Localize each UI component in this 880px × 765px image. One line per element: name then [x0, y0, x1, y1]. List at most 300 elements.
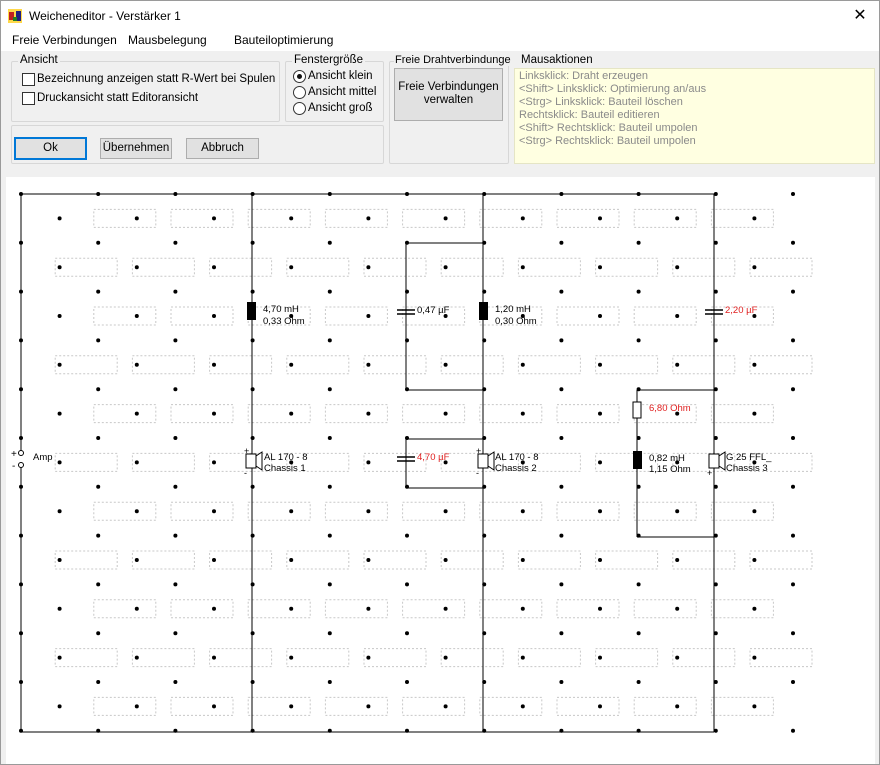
grid-dot: [212, 314, 216, 318]
grid-dot: [752, 607, 756, 611]
l2-value: 1,20 mH: [495, 304, 531, 315]
circuit-canvas[interactable]: [6, 177, 875, 764]
grid-dot: [173, 290, 177, 294]
radio-ansicht-mittel[interactable]: [293, 86, 306, 99]
grid-slot: [55, 258, 117, 276]
speaker-chassis-2[interactable]: [478, 454, 488, 468]
grid-dot: [328, 241, 332, 245]
grid-dot: [212, 460, 216, 464]
grid-dot: [714, 582, 718, 586]
grid-dot: [559, 582, 563, 586]
grid-dot: [328, 485, 332, 489]
grid-slot: [441, 649, 503, 667]
grid-dot: [173, 631, 177, 635]
grid-slot: [210, 356, 272, 374]
grid-dot: [444, 363, 448, 367]
grid-slot: [596, 356, 658, 374]
grid-slot: [171, 600, 233, 618]
grid-dot: [637, 680, 641, 684]
grid-slot: [171, 697, 233, 715]
grid-dot: [521, 509, 525, 513]
grid-dot: [366, 704, 370, 708]
grid-dot: [521, 656, 525, 660]
mouse-action-line: <Strg> Linksklick: Bauteil löschen: [519, 96, 683, 108]
grid-dot: [752, 704, 756, 708]
grid-dot: [598, 509, 602, 513]
grid-dot: [637, 241, 641, 245]
grid-dot: [675, 656, 679, 660]
l2-resistance: 0,30 Ohm: [495, 316, 537, 327]
grid-slot: [673, 649, 735, 667]
grid-dot: [173, 387, 177, 391]
grid-dot: [366, 509, 370, 513]
grid-dot: [251, 192, 255, 196]
grid-slot: [325, 697, 387, 715]
grid-slot: [325, 502, 387, 520]
amp-terminal-plus[interactable]: [19, 451, 24, 456]
show-label-checkbox[interactable]: [22, 73, 35, 86]
grid-dot: [173, 582, 177, 586]
grid-dot: [714, 338, 718, 342]
grid-dot: [173, 192, 177, 196]
grid-dot: [714, 631, 718, 635]
speaker-chassis-1-cone: [256, 452, 262, 470]
grid-dot: [598, 363, 602, 367]
grid-dot: [366, 314, 370, 318]
grid-slot: [287, 258, 349, 276]
grid-dot: [58, 656, 62, 660]
grid-dot: [366, 216, 370, 220]
grid-dot: [19, 485, 23, 489]
grid-dot: [19, 729, 23, 733]
speaker-chassis-2-cone: [488, 452, 494, 470]
grid-slot: [673, 356, 735, 374]
grid-slot: [634, 209, 696, 227]
ok-button[interactable]: Ok: [14, 137, 87, 160]
grid-dot: [19, 631, 23, 635]
grid-slot: [94, 697, 156, 715]
grid-dot: [714, 387, 718, 391]
grid-dot: [714, 485, 718, 489]
grid-dot: [251, 680, 255, 684]
grid-dot: [135, 704, 139, 708]
c3-value: 4,70 µF: [417, 452, 450, 463]
radio-ansicht-klein-label[interactable]: Ansicht klein: [308, 70, 373, 82]
speaker-chassis-3-cone: [719, 452, 725, 470]
grid-slot: [403, 600, 465, 618]
grid-dot: [251, 534, 255, 538]
grid-dot: [559, 631, 563, 635]
grid-dot: [96, 192, 100, 196]
radio-ansicht-gross-label[interactable]: Ansicht groß: [308, 102, 373, 114]
grid-dot: [212, 412, 216, 416]
grid-slot: [248, 405, 310, 423]
grid-dot: [135, 607, 139, 611]
freie-title: Freie Drahtverbindunge: [395, 54, 511, 66]
grid-slot: [132, 258, 194, 276]
grid-dot: [482, 387, 486, 391]
grid-dot: [135, 460, 139, 464]
grid-dot: [675, 607, 679, 611]
grid-dot: [752, 656, 756, 660]
grid-dot: [135, 363, 139, 367]
grid-dot: [135, 314, 139, 318]
grid-dot: [405, 290, 409, 294]
cancel-button[interactable]: Abbruch: [186, 138, 259, 159]
grid-dot: [173, 436, 177, 440]
grid-dot: [714, 436, 718, 440]
grid-dot: [405, 436, 409, 440]
l3-value: 0,82 mH: [649, 453, 685, 464]
grid-slot: [364, 258, 426, 276]
grid-slot: [94, 307, 156, 325]
grid-slot: [94, 209, 156, 227]
chassis-2-name: Chassis 2: [495, 463, 537, 474]
grid-dot: [173, 729, 177, 733]
grid-dot: [791, 290, 795, 294]
grid-slot: [171, 405, 233, 423]
grid-dot: [598, 216, 602, 220]
grid-dot: [173, 338, 177, 342]
grid-dot: [289, 558, 293, 562]
grid-slot: [94, 600, 156, 618]
grid-dot: [637, 192, 641, 196]
grid-dot: [675, 558, 679, 562]
circuit-svg[interactable]: [6, 177, 875, 764]
grid-slot: [518, 551, 580, 569]
grid-dot: [96, 631, 100, 635]
grid-slot: [210, 551, 272, 569]
print-view-checkbox[interactable]: [22, 92, 35, 105]
grid-dot: [482, 729, 486, 733]
grid-dot: [405, 485, 409, 489]
grid-dot: [19, 436, 23, 440]
grid-dot: [559, 241, 563, 245]
grid-dot: [559, 680, 563, 684]
grid-dot: [675, 216, 679, 220]
grid-dot: [328, 192, 332, 196]
grid-dot: [96, 290, 100, 294]
grid-dot: [366, 412, 370, 416]
grid-dot: [251, 631, 255, 635]
grid-dot: [289, 216, 293, 220]
grid-dot: [96, 534, 100, 538]
mausaktionen-title: Mausaktionen: [521, 54, 593, 66]
grid-dot: [791, 729, 795, 733]
grid-slot: [480, 502, 542, 520]
c2-value: 2,20 µF: [725, 305, 758, 316]
grid-dot: [482, 338, 486, 342]
grid-slot: [596, 258, 658, 276]
grid-dot: [521, 558, 525, 562]
grid-dot: [791, 192, 795, 196]
speaker-chassis-1[interactable]: [246, 454, 256, 468]
grid-dot: [212, 656, 216, 660]
grid-dot: [559, 485, 563, 489]
amp-plus-sign: +: [11, 449, 17, 460]
grid-dot: [19, 192, 23, 196]
grid-dot: [96, 680, 100, 684]
grid-dot: [598, 460, 602, 464]
grid-dot: [289, 265, 293, 269]
r1-value: 6,80 Ohm: [649, 403, 691, 414]
apply-button[interactable]: Übernehmen: [100, 138, 172, 159]
chassis-3-name: Chassis 3: [726, 463, 768, 474]
grid-dot: [521, 704, 525, 708]
grid-dot: [482, 485, 486, 489]
grid-dot: [405, 192, 409, 196]
grid-dot: [96, 582, 100, 586]
grid-dot: [96, 338, 100, 342]
grid-slot: [557, 600, 619, 618]
grid-dot: [251, 387, 255, 391]
grid-dot: [444, 558, 448, 562]
app-icon: [8, 9, 22, 23]
grid-slot: [518, 649, 580, 667]
grid-dot: [559, 338, 563, 342]
grid-dot: [366, 656, 370, 660]
grid-dot: [366, 607, 370, 611]
grid-dot: [289, 509, 293, 513]
grid-dot: [212, 607, 216, 611]
grid-dot: [675, 363, 679, 367]
grid-dot: [598, 607, 602, 611]
grid-dot: [791, 338, 795, 342]
amp-minus-sign: -: [12, 461, 16, 472]
chassis-1-minus: -: [244, 468, 247, 478]
grid-dot: [559, 290, 563, 294]
l1-value: 4,70 mH: [263, 304, 299, 315]
menu-mausbelegung[interactable]: Mausbelegung: [128, 33, 207, 47]
grid-dot: [444, 656, 448, 660]
grid-slot: [480, 209, 542, 227]
grid-slot: [673, 551, 735, 569]
grid-slot: [711, 697, 773, 715]
menu-bar: [1, 31, 879, 51]
grid-dot: [289, 412, 293, 416]
grid-slot: [596, 551, 658, 569]
grid-slot: [55, 356, 117, 374]
grid-slot: [634, 307, 696, 325]
grid-dot: [559, 192, 563, 196]
grid-dot: [405, 338, 409, 342]
grid-dot: [791, 436, 795, 440]
grid-dot: [482, 534, 486, 538]
grid-dot: [58, 363, 62, 367]
grid-slot: [518, 258, 580, 276]
l1-resistance: 0,33 Ohm: [263, 316, 305, 327]
menu-bauteiloptimierung[interactable]: Bauteiloptimierung: [234, 33, 334, 47]
radio-ansicht-mittel-label[interactable]: Ansicht mittel: [308, 86, 377, 98]
grid-dot: [444, 265, 448, 269]
grid-dot: [19, 582, 23, 586]
grid-slot: [403, 502, 465, 520]
grid-dot: [135, 412, 139, 416]
grid-slot: [210, 258, 272, 276]
grid-slot: [403, 697, 465, 715]
grid-dot: [791, 582, 795, 586]
grid-dot: [212, 558, 216, 562]
manage-connections-label-2: verwalten: [423, 94, 474, 106]
grid-dot: [482, 582, 486, 586]
grid-slot: [557, 502, 619, 520]
grid-dot: [521, 216, 525, 220]
grid-slot: [132, 649, 194, 667]
grid-slot: [518, 356, 580, 374]
grid-dot: [328, 680, 332, 684]
grid-slot: [750, 551, 812, 569]
grid-dot: [521, 412, 525, 416]
grid-slot: [248, 502, 310, 520]
grid-dot: [96, 241, 100, 245]
grid-dot: [251, 729, 255, 733]
grid-dot: [714, 192, 718, 196]
grid-dot: [19, 680, 23, 684]
grid-dot: [598, 314, 602, 318]
menu-freie-verbindungen[interactable]: Freie Verbindungen: [12, 33, 117, 47]
grid-dot: [251, 241, 255, 245]
grid-dot: [58, 704, 62, 708]
grid-dot: [135, 656, 139, 660]
grid-dot: [328, 387, 332, 391]
grid-dot: [675, 704, 679, 708]
grid-slot: [673, 258, 735, 276]
grid-slot: [480, 405, 542, 423]
grid-slot: [171, 502, 233, 520]
grid-dot: [58, 607, 62, 611]
grid-dot: [752, 509, 756, 513]
grid-dot: [598, 558, 602, 562]
grid-dot: [444, 509, 448, 513]
grid-dot: [637, 436, 641, 440]
resistor-r1[interactable]: [633, 402, 641, 418]
grid-slot: [364, 551, 426, 569]
grid-slot: [248, 697, 310, 715]
grid-dot: [791, 534, 795, 538]
grid-dot: [752, 412, 756, 416]
grid-slot: [210, 649, 272, 667]
grid-slot: [364, 649, 426, 667]
speaker-chassis-3[interactable]: [709, 454, 719, 468]
grid-dot: [405, 241, 409, 245]
grid-dot: [251, 582, 255, 586]
grid-slot: [287, 649, 349, 667]
grid-dot: [251, 290, 255, 294]
grid-dot: [482, 631, 486, 635]
grid-dot: [58, 216, 62, 220]
grid-slot: [711, 600, 773, 618]
grid-dot: [96, 436, 100, 440]
grid-slot: [132, 453, 194, 471]
grid-dot: [212, 363, 216, 367]
grid-dot: [521, 363, 525, 367]
grid-dot: [675, 509, 679, 513]
grid-slot: [557, 697, 619, 715]
print-view-checkbox-label[interactable]: Druckansicht statt Editoransicht: [37, 92, 199, 104]
grid-dot: [598, 656, 602, 660]
grid-dot: [714, 729, 718, 733]
mouse-actions-info: [514, 68, 875, 164]
grid-dot: [714, 680, 718, 684]
grid-slot: [364, 356, 426, 374]
fenstergroesse-title: Fenstergröße: [294, 54, 364, 66]
grid-dot: [289, 704, 293, 708]
grid-dot: [173, 680, 177, 684]
grid-slot: [171, 307, 233, 325]
grid-dot: [598, 265, 602, 269]
grid-slot: [441, 356, 503, 374]
grid-dot: [482, 241, 486, 245]
grid-dot: [598, 704, 602, 708]
window-title: Weicheneditor - Verstärker 1: [29, 9, 181, 23]
grid-slot: [557, 307, 619, 325]
grid-dot: [637, 485, 641, 489]
grid-slot: [750, 649, 812, 667]
grid-dot: [58, 509, 62, 513]
grid-dot: [714, 290, 718, 294]
grid-dot: [366, 265, 370, 269]
grid-dot: [637, 631, 641, 635]
grid-dot: [289, 656, 293, 660]
radio-ansicht-gross[interactable]: [293, 102, 306, 115]
amp-terminal-minus[interactable]: [19, 463, 24, 468]
grid-slot: [171, 209, 233, 227]
grid-slot: [55, 453, 117, 471]
grid-dot: [366, 460, 370, 464]
grid-dot: [482, 290, 486, 294]
grid-dot: [714, 534, 718, 538]
close-icon[interactable]: ✕: [853, 7, 867, 24]
grid-slot: [325, 405, 387, 423]
inductor-l1[interactable]: [247, 302, 256, 320]
inductor-l3[interactable]: [633, 451, 642, 469]
chassis-1-name: Chassis 1: [264, 463, 306, 474]
mouse-action-line: <Shift> Linksklick: Optimierung an/aus: [519, 83, 707, 95]
grid-dot: [135, 558, 139, 562]
grid-dot: [328, 436, 332, 440]
c1-value: 0,47 µF: [417, 305, 450, 316]
manage-connections-button[interactable]: [394, 68, 503, 121]
grid-slot: [325, 209, 387, 227]
grid-dot: [482, 192, 486, 196]
grid-slot: [403, 405, 465, 423]
grid-dot: [96, 387, 100, 391]
grid-slot: [132, 356, 194, 374]
grid-dot: [19, 290, 23, 294]
grid-dot: [675, 265, 679, 269]
inductor-l2[interactable]: [479, 302, 488, 320]
grid-slot: [634, 697, 696, 715]
grid-dot: [173, 534, 177, 538]
grid-slot: [325, 600, 387, 618]
grid-dot: [791, 241, 795, 245]
grid-dot: [598, 412, 602, 416]
grid-dot: [521, 607, 525, 611]
grid-dot: [212, 509, 216, 513]
grid-dot: [482, 436, 486, 440]
show-label-checkbox-label[interactable]: Bezeichnung anzeigen statt R-Wert bei Spulen: [37, 73, 276, 85]
grid-slot: [94, 502, 156, 520]
radio-ansicht-klein[interactable]: [293, 70, 306, 83]
grid-dot: [289, 363, 293, 367]
grid-dot: [637, 387, 641, 391]
grid-dot: [405, 729, 409, 733]
grid-slot: [557, 209, 619, 227]
grid-slot: [325, 307, 387, 325]
grid-dot: [637, 338, 641, 342]
grid-dot: [58, 460, 62, 464]
grid-slot: [711, 209, 773, 227]
